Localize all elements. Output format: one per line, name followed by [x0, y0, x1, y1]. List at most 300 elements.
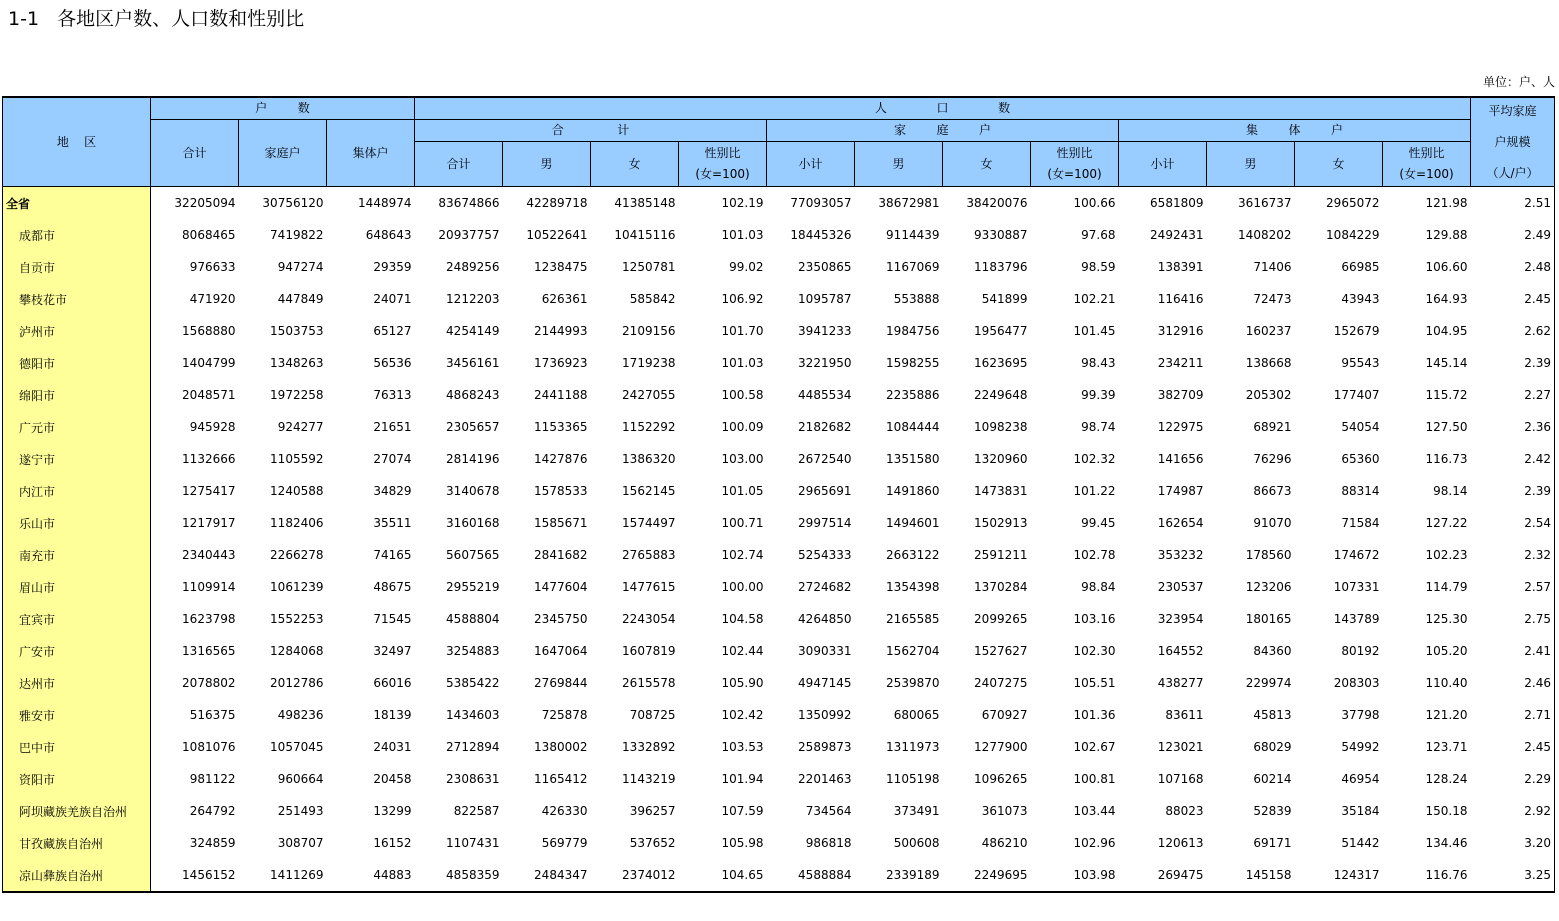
- value-cell: 324859: [189, 836, 236, 850]
- value-cell: 76313: [373, 388, 412, 402]
- value-cell: 1491860: [886, 484, 940, 498]
- table-row: [3, 443, 1555, 475]
- value-cell: 361073: [981, 804, 1028, 818]
- value-cell: 2841682: [534, 548, 588, 562]
- value-cell: 32497: [373, 644, 412, 658]
- value-cell: 83674866: [438, 196, 500, 210]
- value-cell: 123021: [1157, 740, 1204, 754]
- region-cell: 雅安市: [3, 699, 151, 731]
- value-cell: 353232: [1157, 548, 1204, 562]
- value-cell: 105.20: [1425, 644, 1468, 658]
- value-cell: 1084229: [1326, 228, 1380, 242]
- value-cell: 100.00: [721, 580, 764, 594]
- value-cell: 3140678: [446, 484, 500, 498]
- value-cell: 1562704: [886, 644, 940, 658]
- header-family-male: 男: [855, 142, 943, 187]
- value-cell: 2235886: [886, 388, 940, 402]
- header-avg-size: 平均家庭 户规模 （人/户）: [1471, 97, 1555, 187]
- value-cell: 1736923: [534, 356, 588, 370]
- table-row: [3, 315, 1555, 347]
- value-cell: 127.50: [1425, 420, 1468, 434]
- value-cell: 116416: [1157, 292, 1204, 306]
- value-cell: 105.98: [721, 836, 764, 850]
- value-cell: 99.39: [1081, 388, 1116, 402]
- value-cell: 516375: [189, 708, 236, 722]
- value-cell: 537652: [629, 836, 676, 850]
- value-cell: 1107431: [446, 836, 500, 850]
- value-cell: 2663122: [886, 548, 940, 562]
- value-cell: 127.22: [1425, 516, 1468, 530]
- value-cell: 121.20: [1425, 708, 1468, 722]
- table-row: [3, 539, 1555, 571]
- table-title: 1-1 各地区户数、人口数和性别比: [8, 8, 305, 30]
- value-cell: 1240588: [270, 484, 324, 498]
- region-cell: 攀枝花市: [3, 283, 151, 315]
- value-cell: 68029: [1253, 740, 1292, 754]
- value-cell: 107168: [1157, 772, 1204, 786]
- value-cell: 2340443: [182, 548, 236, 562]
- header-hh-total: 合计: [151, 120, 239, 187]
- value-cell: 2182682: [798, 420, 852, 434]
- header-male: 男: [503, 142, 591, 187]
- table-row: [3, 667, 1555, 699]
- table-body: [3, 187, 1555, 893]
- header-collective-subtotal: 小计: [1119, 142, 1207, 187]
- value-cell: 1320960: [974, 452, 1028, 466]
- value-cell: 101.36: [1073, 708, 1116, 722]
- value-cell: 1143219: [622, 772, 676, 786]
- value-cell: 66985: [1341, 260, 1380, 274]
- value-cell: 426330: [541, 804, 588, 818]
- value-cell: 312916: [1157, 324, 1204, 338]
- value-cell: 42289718: [526, 196, 588, 210]
- value-cell: 54054: [1341, 420, 1380, 434]
- value-cell: 2965691: [798, 484, 852, 498]
- header-population: 人 口 数: [415, 97, 1471, 120]
- value-cell: 5254333: [798, 548, 852, 562]
- value-cell: 1081076: [182, 740, 236, 754]
- value-cell: 1105592: [270, 452, 324, 466]
- value-cell: 1183796: [974, 260, 1028, 274]
- value-cell: 373491: [893, 804, 940, 818]
- value-cell: 3456161: [446, 356, 500, 370]
- value-cell: 101.94: [721, 772, 764, 786]
- value-cell: 5607565: [446, 548, 500, 562]
- value-cell: 164.93: [1425, 292, 1468, 306]
- value-cell: 500608: [893, 836, 940, 850]
- value-cell: 1370284: [974, 580, 1028, 594]
- value-cell: 7419822: [270, 228, 324, 242]
- value-cell: 101.03: [721, 356, 764, 370]
- value-cell: 1057045: [270, 740, 324, 754]
- value-cell: 174672: [1333, 548, 1380, 562]
- value-cell: 24071: [373, 292, 412, 306]
- value-cell: 2.32: [1471, 539, 1555, 571]
- table-row: [3, 219, 1555, 251]
- table-row: [3, 699, 1555, 731]
- value-cell: 1494601: [886, 516, 940, 530]
- value-cell: 208303: [1333, 676, 1380, 690]
- value-cell: 13299: [373, 804, 412, 818]
- value-cell: 102.21: [1073, 292, 1116, 306]
- value-cell: 134.46: [1425, 836, 1468, 850]
- value-cell: 37798: [1341, 708, 1380, 722]
- value-cell: 1502913: [974, 516, 1028, 530]
- region-cell: 凉山彝族自治州: [3, 859, 151, 892]
- value-cell: 585842: [629, 292, 676, 306]
- value-cell: 72473: [1253, 292, 1292, 306]
- value-cell: 1411269: [239, 859, 327, 892]
- value-cell: 44883: [327, 859, 415, 892]
- value-cell: 1277900: [974, 740, 1028, 754]
- value-cell: 269475: [1119, 859, 1207, 892]
- value-cell: 3221950: [798, 356, 852, 370]
- value-cell: 114.79: [1425, 580, 1468, 594]
- header-collective-sex-ratio: 性别比 (女=100): [1383, 142, 1471, 187]
- value-cell: 2144993: [534, 324, 588, 338]
- value-cell: 9114439: [886, 228, 940, 242]
- value-cell: 1578533: [534, 484, 588, 498]
- header-collective-male: 男: [1207, 142, 1295, 187]
- value-cell: 1568880: [182, 324, 236, 338]
- value-cell: 960664: [277, 772, 324, 786]
- region-cell: 全省: [3, 187, 151, 220]
- value-cell: 2965072: [1326, 196, 1380, 210]
- value-cell: 2591211: [974, 548, 1028, 562]
- value-cell: 1316565: [182, 644, 236, 658]
- value-cell: 52839: [1253, 804, 1292, 818]
- value-cell: 162654: [1157, 516, 1204, 530]
- value-cell: 1105198: [886, 772, 940, 786]
- header-family-subtotal: 小计: [767, 142, 855, 187]
- value-cell: 4485534: [798, 388, 852, 402]
- value-cell: 4858359: [415, 859, 503, 892]
- value-cell: 2492431: [1150, 228, 1204, 242]
- region-cell: 眉山市: [3, 571, 151, 603]
- value-cell: 103.16: [1073, 612, 1116, 626]
- region-cell: 广元市: [3, 411, 151, 443]
- region-cell: 内江市: [3, 475, 151, 507]
- value-cell: 65360: [1341, 452, 1380, 466]
- value-cell: 98.74: [1081, 420, 1116, 434]
- value-cell: 2441188: [534, 388, 588, 402]
- region-cell: 绵阳市: [3, 379, 151, 411]
- value-cell: 4588804: [446, 612, 500, 626]
- value-cell: 35184: [1341, 804, 1380, 818]
- value-cell: 2345750: [534, 612, 588, 626]
- value-cell: 2266278: [270, 548, 324, 562]
- value-cell: 1623695: [974, 356, 1028, 370]
- region-cell: 广安市: [3, 635, 151, 667]
- value-cell: 976633: [189, 260, 236, 274]
- value-cell: 2048571: [182, 388, 236, 402]
- value-cell: 1473831: [974, 484, 1028, 498]
- region-cell: 乐山市: [3, 507, 151, 539]
- value-cell: 27074: [373, 452, 412, 466]
- value-cell: 116.76: [1383, 859, 1471, 892]
- value-cell: 38420076: [966, 196, 1028, 210]
- value-cell: 2.27: [1471, 379, 1555, 411]
- value-cell: 21651: [373, 420, 412, 434]
- value-cell: 1350992: [798, 708, 852, 722]
- header-households: 户 数: [151, 97, 415, 120]
- value-cell: 101.05: [721, 484, 764, 498]
- value-cell: 4588884: [767, 859, 855, 892]
- value-cell: 2249648: [974, 388, 1028, 402]
- table-row: [3, 507, 1555, 539]
- value-cell: 2350865: [798, 260, 852, 274]
- value-cell: 2374012: [591, 859, 679, 892]
- value-cell: 2955219: [446, 580, 500, 594]
- value-cell: 104.58: [721, 612, 764, 626]
- value-cell: 102.44: [721, 644, 764, 658]
- value-cell: 177407: [1333, 388, 1380, 402]
- region-cell: 德阳市: [3, 347, 151, 379]
- value-cell: 6581809: [1150, 196, 1204, 210]
- value-cell: 1061239: [270, 580, 324, 594]
- value-cell: 60214: [1253, 772, 1292, 786]
- value-cell: 2589873: [798, 740, 852, 754]
- value-cell: 2.48: [1471, 251, 1555, 283]
- value-cell: 1404799: [182, 356, 236, 370]
- value-cell: 107331: [1333, 580, 1380, 594]
- header-hh-collective: 集体户: [327, 120, 415, 187]
- value-cell: 2724682: [798, 580, 852, 594]
- value-cell: 3941233: [798, 324, 852, 338]
- value-cell: 76296: [1253, 452, 1292, 466]
- value-cell: 100.81: [1073, 772, 1116, 786]
- header-total: 合计: [415, 142, 503, 187]
- value-cell: 1212203: [446, 292, 500, 306]
- value-cell: 2997514: [798, 516, 852, 530]
- value-cell: 1647064: [534, 644, 588, 658]
- value-cell: 4254149: [446, 324, 500, 338]
- header-family-female: 女: [943, 142, 1031, 187]
- value-cell: 116.73: [1425, 452, 1468, 466]
- value-cell: 2.29: [1471, 763, 1555, 795]
- value-cell: 1477604: [534, 580, 588, 594]
- value-cell: 164552: [1157, 644, 1204, 658]
- value-cell: 1095787: [798, 292, 852, 306]
- header-collective-female: 女: [1295, 142, 1383, 187]
- value-cell: 1354398: [886, 580, 940, 594]
- value-cell: 115.72: [1425, 388, 1468, 402]
- value-cell: 10522641: [526, 228, 588, 242]
- region-cell: 资阳市: [3, 763, 151, 795]
- value-cell: 41385148: [614, 196, 676, 210]
- value-cell: 125.30: [1425, 612, 1468, 626]
- value-cell: 80192: [1341, 644, 1380, 658]
- region-cell: 阿坝藏族羌族自治州: [3, 795, 151, 827]
- value-cell: 1448974: [358, 196, 412, 210]
- value-cell: 95543: [1341, 356, 1380, 370]
- value-cell: 2099265: [974, 612, 1028, 626]
- value-cell: 71545: [373, 612, 412, 626]
- value-cell: 160237: [1245, 324, 1292, 338]
- value-cell: 553888: [893, 292, 940, 306]
- value-cell: 2427055: [622, 388, 676, 402]
- value-cell: 32205094: [174, 196, 236, 210]
- value-cell: 24031: [373, 740, 412, 754]
- value-cell: 56536: [373, 356, 412, 370]
- value-cell: 1351580: [886, 452, 940, 466]
- value-cell: 2539870: [886, 676, 940, 690]
- value-cell: 120613: [1157, 836, 1204, 850]
- value-cell: 106.60: [1425, 260, 1468, 274]
- value-cell: 101.03: [721, 228, 764, 242]
- table-row: [3, 731, 1555, 763]
- value-cell: 2.45: [1471, 731, 1555, 763]
- value-cell: 2489256: [446, 260, 500, 274]
- value-cell: 145158: [1207, 859, 1295, 892]
- value-cell: 77093057: [790, 196, 852, 210]
- value-cell: 1348263: [270, 356, 324, 370]
- population-table: [2, 96, 1555, 893]
- value-cell: 2.46: [1471, 667, 1555, 699]
- value-cell: 3254883: [446, 644, 500, 658]
- value-cell: 29359: [373, 260, 412, 274]
- value-cell: 1250781: [622, 260, 676, 274]
- value-cell: 1238475: [534, 260, 588, 274]
- value-cell: 123206: [1245, 580, 1292, 594]
- value-cell: 2769844: [534, 676, 588, 690]
- value-cell: 725878: [541, 708, 588, 722]
- value-cell: 1132666: [182, 452, 236, 466]
- value-cell: 123.71: [1425, 740, 1468, 754]
- value-cell: 2249695: [943, 859, 1031, 892]
- value-cell: 308707: [277, 836, 324, 850]
- value-cell: 99.45: [1081, 516, 1116, 530]
- value-cell: 65127: [373, 324, 412, 338]
- value-cell: 91070: [1253, 516, 1292, 530]
- value-cell: 180165: [1245, 612, 1292, 626]
- value-cell: 2615578: [622, 676, 676, 690]
- value-cell: 471920: [189, 292, 236, 306]
- value-cell: 71406: [1253, 260, 1292, 274]
- value-cell: 103.53: [721, 740, 764, 754]
- value-cell: 102.19: [721, 196, 764, 210]
- value-cell: 152679: [1333, 324, 1380, 338]
- value-cell: 2.45: [1471, 283, 1555, 315]
- value-cell: 178560: [1245, 548, 1292, 562]
- value-cell: 1956477: [974, 324, 1028, 338]
- value-cell: 4868243: [446, 388, 500, 402]
- value-cell: 102.23: [1425, 548, 1468, 562]
- value-cell: 121.98: [1425, 196, 1468, 210]
- table-row: [3, 251, 1555, 283]
- value-cell: 447849: [277, 292, 324, 306]
- unit-label: 单位：户、人: [1482, 75, 1555, 89]
- value-cell: 486210: [981, 836, 1028, 850]
- value-cell: 83611: [1165, 708, 1204, 722]
- value-cell: 2.49: [1471, 219, 1555, 251]
- value-cell: 2.57: [1471, 571, 1555, 603]
- value-cell: 86673: [1253, 484, 1292, 498]
- value-cell: 986818: [805, 836, 852, 850]
- value-cell: 98.84: [1081, 580, 1116, 594]
- value-cell: 43943: [1341, 292, 1380, 306]
- value-cell: 104.95: [1425, 324, 1468, 338]
- value-cell: 1380002: [534, 740, 588, 754]
- table-row: [3, 283, 1555, 315]
- value-cell: 102.32: [1073, 452, 1116, 466]
- value-cell: 648643: [365, 228, 412, 242]
- value-cell: 102.78: [1073, 548, 1116, 562]
- value-cell: 1152292: [622, 420, 676, 434]
- value-cell: 438277: [1157, 676, 1204, 690]
- value-cell: 102.42: [721, 708, 764, 722]
- value-cell: 680065: [893, 708, 940, 722]
- value-cell: 16152: [373, 836, 412, 850]
- value-cell: 66016: [373, 676, 412, 690]
- value-cell: 100.66: [1073, 196, 1116, 210]
- value-cell: 2.42: [1471, 443, 1555, 475]
- value-cell: 1552253: [270, 612, 324, 626]
- value-cell: 1434603: [446, 708, 500, 722]
- value-cell: 1719238: [622, 356, 676, 370]
- value-cell: 1598255: [886, 356, 940, 370]
- value-cell: 323954: [1157, 612, 1204, 626]
- value-cell: 101.45: [1073, 324, 1116, 338]
- value-cell: 74165: [373, 548, 412, 562]
- table-row: [3, 347, 1555, 379]
- region-cell: 自贡市: [3, 251, 151, 283]
- value-cell: 104.65: [679, 859, 767, 892]
- table-row: [3, 475, 1555, 507]
- value-cell: 251493: [277, 804, 324, 818]
- value-cell: 2165585: [886, 612, 940, 626]
- value-cell: 101.70: [721, 324, 764, 338]
- value-cell: 145.14: [1425, 356, 1468, 370]
- value-cell: 2.51: [1471, 187, 1555, 220]
- header-sex-ratio: 性别比 (女=100): [679, 142, 767, 187]
- value-cell: 51442: [1341, 836, 1380, 850]
- header-pop-total-group: 合 计: [415, 120, 767, 142]
- value-cell: 35511: [373, 516, 412, 530]
- value-cell: 102.74: [721, 548, 764, 562]
- value-cell: 102.30: [1073, 644, 1116, 658]
- value-cell: 626361: [541, 292, 588, 306]
- value-cell: 141656: [1157, 452, 1204, 466]
- value-cell: 97.68: [1081, 228, 1116, 242]
- value-cell: 2407275: [974, 676, 1028, 690]
- region-cell: 巴中市: [3, 731, 151, 763]
- value-cell: 98.59: [1081, 260, 1116, 274]
- value-cell: 2109156: [622, 324, 676, 338]
- value-cell: 98.43: [1081, 356, 1116, 370]
- region-cell: 泸州市: [3, 315, 151, 347]
- value-cell: 981122: [189, 772, 236, 786]
- value-cell: 98.14: [1433, 484, 1468, 498]
- value-cell: 88314: [1341, 484, 1380, 498]
- value-cell: 947274: [277, 260, 324, 274]
- value-cell: 4264850: [798, 612, 852, 626]
- value-cell: 2672540: [798, 452, 852, 466]
- value-cell: 105.90: [721, 676, 764, 690]
- value-cell: 1574497: [622, 516, 676, 530]
- region-cell: 甘孜藏族自治州: [3, 827, 151, 859]
- region-cell: 宜宾市: [3, 603, 151, 635]
- value-cell: 1332892: [622, 740, 676, 754]
- value-cell: 1585671: [534, 516, 588, 530]
- value-cell: 1284068: [270, 644, 324, 658]
- value-cell: 670927: [981, 708, 1028, 722]
- value-cell: 38672981: [878, 196, 940, 210]
- value-cell: 945928: [189, 420, 236, 434]
- value-cell: 1386320: [622, 452, 676, 466]
- value-cell: 4947145: [798, 676, 852, 690]
- value-cell: 138391: [1157, 260, 1204, 274]
